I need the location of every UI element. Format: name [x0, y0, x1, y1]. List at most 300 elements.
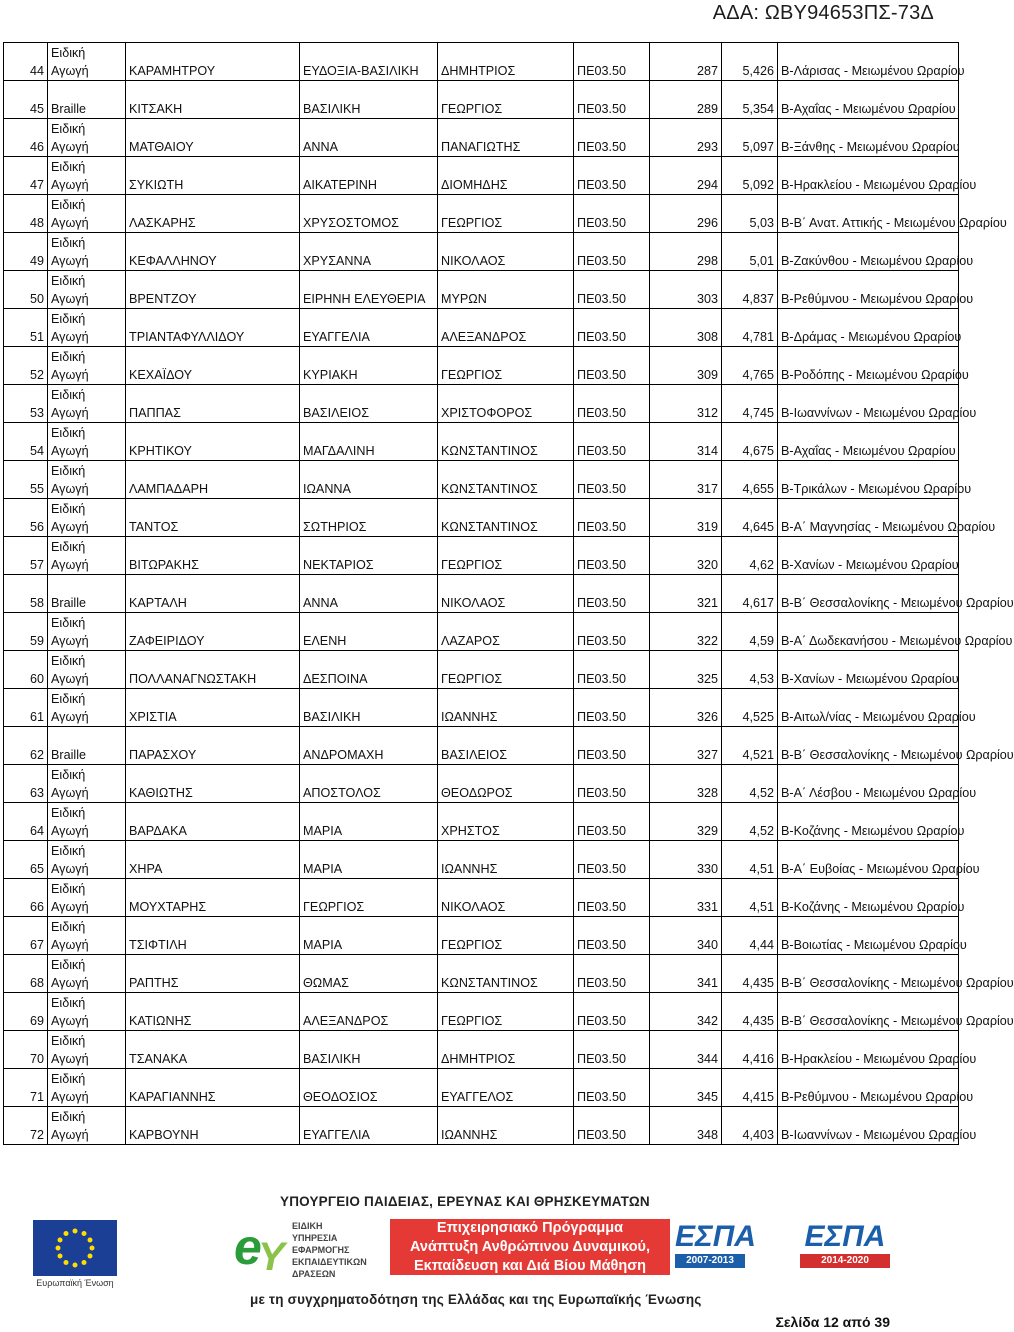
cell-surname: ΚΑΡΤΑΛΗ [126, 575, 300, 613]
cell-surname: ΜΑΤΘΑΙΟΥ [126, 119, 300, 157]
cell-name: ΘΕΟΔΟΣΙΟΣ [300, 1069, 438, 1107]
cell-rank: 341 [650, 955, 722, 993]
cell-father: ΓΕΩΡΓΙΟΣ [438, 917, 574, 955]
cell-branch: ΠΕ03.50 [574, 993, 650, 1031]
cell-score: 4,745 [722, 385, 778, 423]
cell-rank: 308 [650, 309, 722, 347]
table-row [4, 955, 959, 993]
cell-surname: ΖΑΦΕΙΡΙΔΟΥ [126, 613, 300, 651]
cell-father: ΙΩΑΝΝΗΣ [438, 841, 574, 879]
cell-score: 4,435 [722, 955, 778, 993]
cell-type: Ειδική Αγωγή [48, 955, 126, 993]
cell-father: ΠΑΝΑΓΙΩΤΗΣ [438, 119, 574, 157]
cell-district: Β-Β΄ Θεσσαλονίκης - Μειωμένου Ωραρίου [778, 993, 959, 1031]
cell-surname: ΜΟΥΧΤΑΡΗΣ [126, 879, 300, 917]
cell-district: Β-Β΄ Ανατ. Αττικής - Μειωμένου Ωραρίου [778, 195, 959, 233]
espa-2014-logo: ΕΣΠΑ 2014-2020 [800, 1220, 890, 1268]
cell-district: Β-Αιτωλ/νίας - Μειωμένου Ωραρίου [778, 689, 959, 727]
cell-surname: ΚΕΦΑΛΛΗΝΟΥ [126, 233, 300, 271]
cell-district: Β-Β΄ Θεσσαλονίκης - Μειωμένου Ωραρίου [778, 727, 959, 765]
table-row [4, 575, 959, 613]
cell-father: ΔΙΟΜΗΔΗΣ [438, 157, 574, 195]
cell-type: Braille [48, 575, 126, 613]
cell-name: ΝΕΚΤΑΡΙΟΣ [300, 537, 438, 575]
cell-district: Β-Ρεθύμνου - Μειωμένου Ωραρίου [778, 271, 959, 309]
cell-rank: 327 [650, 727, 722, 765]
cell-type: Ειδική Αγωγή [48, 43, 126, 81]
cell-no: 63 [4, 765, 48, 803]
cell-branch: ΠΕ03.50 [574, 879, 650, 917]
cell-type: Ειδική Αγωγή [48, 347, 126, 385]
cell-score: 4,521 [722, 727, 778, 765]
cell-branch: ΠΕ03.50 [574, 765, 650, 803]
cell-father: ΛΑΖΑΡΟΣ [438, 613, 574, 651]
footer [0, 1180, 960, 1332]
cell-score: 4,416 [722, 1031, 778, 1069]
table-row [4, 195, 959, 233]
table-row [4, 841, 959, 879]
program-banner: Επιχειρησιακό Πρόγραμμα Ανάπτυξη Ανθρώπινου Δυναμικού, Εκπαίδευση και Διά Βίου Μάθηση [390, 1219, 670, 1275]
cell-type: Ειδική Αγωγή [48, 613, 126, 651]
cell-name: ΑΛΕΞΑΝΔΡΟΣ [300, 993, 438, 1031]
cell-father: ΓΕΩΡΓΙΟΣ [438, 195, 574, 233]
cell-name: ΔΕΣΠΟΙΝΑ [300, 651, 438, 689]
cell-type: Ειδική Αγωγή [48, 309, 126, 347]
cell-district: Β-Ιωαννίνων - Μειωμένου Ωραρίου [778, 385, 959, 423]
cell-no: 56 [4, 499, 48, 537]
cell-score: 4,675 [722, 423, 778, 461]
cell-branch: ΠΕ03.50 [574, 575, 650, 613]
cell-district: Β-Χανίων - Μειωμένου Ωραρίου [778, 651, 959, 689]
ministry-title: ΥΠΟΥΡΓΕΙΟ ΠΑΙΔΕΙΑΣ, ΕΡΕΥΝΑΣ ΚΑΙ ΘΡΗΣΚΕΥΜΑΤΩΝ [280, 1194, 650, 1209]
cell-father: ΝΙΚΟΛΑΟΣ [438, 233, 574, 271]
cell-father: ΧΡΙΣΤΟΦΟΡΟΣ [438, 385, 574, 423]
cell-surname: ΚΙΤΣΑΚΗ [126, 81, 300, 119]
cell-father: ΝΙΚΟΛΑΟΣ [438, 575, 574, 613]
cell-branch: ΠΕ03.50 [574, 1107, 650, 1145]
cell-no: 45 [4, 81, 48, 119]
table-row [4, 879, 959, 917]
cell-no: 51 [4, 309, 48, 347]
cell-score: 4,403 [722, 1107, 778, 1145]
cell-district: Β-Δράμας - Μειωμένου Ωραρίου [778, 309, 959, 347]
cell-branch: ΠΕ03.50 [574, 271, 650, 309]
cell-score: 4,51 [722, 841, 778, 879]
cell-rank: 320 [650, 537, 722, 575]
cell-type: Braille [48, 81, 126, 119]
cell-surname: ΛΑΜΠΑΔΑΡΗ [126, 461, 300, 499]
cell-name: ΜΑΓΔΑΛΙΝΗ [300, 423, 438, 461]
cell-score: 4,435 [722, 993, 778, 1031]
cell-no: 54 [4, 423, 48, 461]
cell-type: Ειδική Αγωγή [48, 461, 126, 499]
cell-name: ΚΥΡΙΑΚΗ [300, 347, 438, 385]
cell-district: Β-Ρεθύμνου - Μειωμένου Ωραρίου [778, 1069, 959, 1107]
cell-type: Ειδική Αγωγή [48, 1107, 126, 1145]
cell-score: 5,354 [722, 81, 778, 119]
cell-father: ΙΩΑΝΝΗΣ [438, 689, 574, 727]
table-row [4, 613, 959, 651]
cell-surname: ΣΥΚΙΩΤΗ [126, 157, 300, 195]
cell-no: 60 [4, 651, 48, 689]
cell-score: 4,59 [722, 613, 778, 651]
cell-father: ΚΩΝΣΤΑΝΤΙΝΟΣ [438, 423, 574, 461]
cell-score: 4,44 [722, 917, 778, 955]
cell-no: 65 [4, 841, 48, 879]
cell-district: Β-Α΄ Λέσβου - Μειωμένου Ωραρίου [778, 765, 959, 803]
cell-surname: ΧΡΙΣΤΙΑ [126, 689, 300, 727]
cell-rank: 342 [650, 993, 722, 1031]
cell-type: Ειδική Αγωγή [48, 119, 126, 157]
table-row [4, 43, 959, 81]
cell-name: ΕΥΑΓΓΕΛΙΑ [300, 309, 438, 347]
cell-father: ΚΩΝΣΤΑΝΤΙΝΟΣ [438, 955, 574, 993]
cell-no: 59 [4, 613, 48, 651]
cell-branch: ΠΕ03.50 [574, 81, 650, 119]
cell-score: 5,092 [722, 157, 778, 195]
cell-branch: ΠΕ03.50 [574, 423, 650, 461]
table-row [4, 119, 959, 157]
table-row [4, 385, 959, 423]
cell-rank: 322 [650, 613, 722, 651]
cell-district: Β-Αχαΐας - Μειωμένου Ωραρίου [778, 423, 959, 461]
cell-rank: 287 [650, 43, 722, 81]
cell-district: Β-Α΄ Μαγνησίας - Μειωμένου Ωραρίου [778, 499, 959, 537]
cell-district: Β-Αχαΐας - Μειωμένου Ωραρίου [778, 81, 959, 119]
table-row [4, 1107, 959, 1145]
cell-district: Β-Ξάνθης - Μειωμένου Ωραρίου [778, 119, 959, 157]
cell-score: 5,01 [722, 233, 778, 271]
cell-score: 4,781 [722, 309, 778, 347]
cell-no: 58 [4, 575, 48, 613]
cell-no: 48 [4, 195, 48, 233]
cell-district: Β-Β΄ Θεσσαλονίκης - Μειωμένου Ωραρίου [778, 955, 959, 993]
cell-name: ΙΩΑΝΝΑ [300, 461, 438, 499]
cell-no: 64 [4, 803, 48, 841]
cell-rank: 328 [650, 765, 722, 803]
cell-branch: ΠΕ03.50 [574, 841, 650, 879]
cell-name: ΑΝΝΑ [300, 575, 438, 613]
cell-rank: 293 [650, 119, 722, 157]
cell-district: Β-Κοζάνης - Μειωμένου Ωραρίου [778, 803, 959, 841]
cell-father: ΓΕΩΡΓΙΟΣ [438, 81, 574, 119]
table-row [4, 537, 959, 575]
table-row [4, 651, 959, 689]
cell-no: 69 [4, 993, 48, 1031]
cell-no: 57 [4, 537, 48, 575]
table-row [4, 81, 959, 119]
cell-name: ΜΑΡΙΑ [300, 841, 438, 879]
cell-surname: ΤΡΙΑΝΤΑΦΥΛΛΙΔΟΥ [126, 309, 300, 347]
cell-surname: ΒΙΤΩΡΑΚΗΣ [126, 537, 300, 575]
cell-name: ΕΛΕΝΗ [300, 613, 438, 651]
cell-surname: ΤΑΝΤΟΣ [126, 499, 300, 537]
cell-surname: ΚΕΧΑΪΔΟΥ [126, 347, 300, 385]
cell-district: Β-Τρικάλων - Μειωμένου Ωραρίου [778, 461, 959, 499]
cell-district: Β-Ροδόπης - Μειωμένου Ωραρίου [778, 347, 959, 385]
cell-no: 61 [4, 689, 48, 727]
cell-score: 4,415 [722, 1069, 778, 1107]
cell-name: ΕΙΡΗΝΗ ΕΛΕΥΘΕΡΙΑ [300, 271, 438, 309]
cell-branch: ΠΕ03.50 [574, 803, 650, 841]
cell-father: ΒΑΣΙΛΕΙΟΣ [438, 727, 574, 765]
cell-branch: ΠΕ03.50 [574, 651, 650, 689]
cell-type: Ειδική Αγωγή [48, 271, 126, 309]
page-number: Σελίδα 12 από 39 [775, 1314, 890, 1330]
cell-rank: 344 [650, 1031, 722, 1069]
cell-no: 52 [4, 347, 48, 385]
cell-surname: ΒΡΕΝΤΖΟΥ [126, 271, 300, 309]
cell-rank: 296 [650, 195, 722, 233]
cell-surname: ΚΑΡΑΜΗΤΡΟΥ [126, 43, 300, 81]
cell-district: Β-Ζακύνθου - Μειωμένου Ωραρίου [778, 233, 959, 271]
cell-name: ΕΥΑΓΓΕΛΙΑ [300, 1107, 438, 1145]
cell-branch: ΠΕ03.50 [574, 119, 650, 157]
cell-type: Ειδική Αγωγή [48, 195, 126, 233]
cofund-text: με τη συγχρηματοδότηση της Ελλάδας και της Ευρωπαϊκής Ένωσης [250, 1292, 702, 1307]
cell-no: 70 [4, 1031, 48, 1069]
cell-rank: 345 [650, 1069, 722, 1107]
cell-score: 4,617 [722, 575, 778, 613]
cell-rank: 340 [650, 917, 722, 955]
cell-rank: 319 [650, 499, 722, 537]
cell-type: Ειδική Αγωγή [48, 499, 126, 537]
cell-type: Ειδική Αγωγή [48, 803, 126, 841]
cell-no: 68 [4, 955, 48, 993]
table-row [4, 423, 959, 461]
ada-header: ΑΔΑ: ΩΒΥ94653ΠΣ-73Δ [712, 2, 934, 24]
cell-rank: 331 [650, 879, 722, 917]
cell-rank: 348 [650, 1107, 722, 1145]
cell-father: ΕΥΑΓΓΕΛΟΣ [438, 1069, 574, 1107]
cell-branch: ΠΕ03.50 [574, 1031, 650, 1069]
cell-district: Β-Ηρακλείου - Μειωμένου Ωραρίου [778, 157, 959, 195]
cell-surname: ΤΣΙΦΤΙΛΗ [126, 917, 300, 955]
cell-surname: ΠΟΛΛΑΝΑΓΝΩΣΤΑΚΗ [126, 651, 300, 689]
cell-surname: ΠΑΡΑΣΧΟΥ [126, 727, 300, 765]
espa-2007-logo: ΕΣΠΑ 2007-2013 [675, 1220, 756, 1266]
results-table [3, 42, 1014, 1145]
table-row [4, 157, 959, 195]
table-row [4, 271, 959, 309]
cell-no: 71 [4, 1069, 48, 1107]
cell-rank: 325 [650, 651, 722, 689]
cell-name: ΧΡΥΣΟΣΤΟΜΟΣ [300, 195, 438, 233]
cell-father: ΔΗΜΗΤΡΙΟΣ [438, 1031, 574, 1069]
cell-no: 72 [4, 1107, 48, 1145]
cell-surname: ΒΑΡΔΑΚΑ [126, 803, 300, 841]
cell-surname: ΛΑΣΚΑΡΗΣ [126, 195, 300, 233]
cell-father: ΜΥΡΩΝ [438, 271, 574, 309]
cell-name: ΒΑΣΙΛΕΙΟΣ [300, 385, 438, 423]
cell-no: 62 [4, 727, 48, 765]
cell-surname: ΚΡΗΤΙΚΟΥ [126, 423, 300, 461]
cell-father: ΓΕΩΡΓΙΟΣ [438, 993, 574, 1031]
cell-no: 50 [4, 271, 48, 309]
cell-type: Ειδική Αγωγή [48, 537, 126, 575]
cell-district: Β-Α΄ Δωδεκανήσου - Μειωμένου Ωραρίου [778, 613, 959, 651]
cell-type: Ειδική Αγωγή [48, 157, 126, 195]
cell-father: ΓΕΩΡΓΙΟΣ [438, 347, 574, 385]
cell-rank: 329 [650, 803, 722, 841]
cell-father: ΙΩΑΝΝΗΣ [438, 1107, 574, 1145]
cell-rank: 298 [650, 233, 722, 271]
cell-father: ΓΕΩΡΓΙΟΣ [438, 651, 574, 689]
cell-branch: ΠΕ03.50 [574, 537, 650, 575]
cell-no: 53 [4, 385, 48, 423]
table-row [4, 233, 959, 271]
table-row [4, 1069, 959, 1107]
cell-father: ΘΕΟΔΩΡΟΣ [438, 765, 574, 803]
cell-type: Ειδική Αγωγή [48, 651, 126, 689]
cell-name: ΑΝΔΡΟΜΑΧΗ [300, 727, 438, 765]
cell-branch: ΠΕ03.50 [574, 309, 650, 347]
cell-district: Β-Χανίων - Μειωμένου Ωραρίου [778, 537, 959, 575]
table-row [4, 727, 959, 765]
cell-district: Β-Ιωαννίνων - Μειωμένου Ωραρίου [778, 1107, 959, 1145]
cell-district: Β-Λάρισας - Μειωμένου Ωραρίου [778, 43, 959, 81]
cell-name: ΜΑΡΙΑ [300, 803, 438, 841]
cell-name: ΒΑΣΙΛΙΚΗ [300, 81, 438, 119]
cell-district: Β-Κοζάνης - Μειωμένου Ωραρίου [778, 879, 959, 917]
cell-score: 4,655 [722, 461, 778, 499]
cell-father: ΔΗΜΗΤΡΙΟΣ [438, 43, 574, 81]
cell-no: 46 [4, 119, 48, 157]
svg-text:e: e [234, 1219, 262, 1275]
cell-surname: ΚΑΡΒΟΥΝΗ [126, 1107, 300, 1145]
cell-surname: ΚΑΡΑΓΙΑΝΝΗΣ [126, 1069, 300, 1107]
cell-father: ΑΛΕΞΑΝΔΡΟΣ [438, 309, 574, 347]
cell-type: Ειδική Αγωγή [48, 1069, 126, 1107]
cell-name: ΑΝΝΑ [300, 119, 438, 157]
cell-branch: ΠΕ03.50 [574, 157, 650, 195]
cell-branch: ΠΕ03.50 [574, 347, 650, 385]
cell-district: Β-Ηρακλείου - Μειωμένου Ωραρίου [778, 1031, 959, 1069]
cell-branch: ΠΕ03.50 [574, 955, 650, 993]
cell-no: 66 [4, 879, 48, 917]
cell-name: ΣΩΤΗΡΙΟΣ [300, 499, 438, 537]
cell-branch: ΠΕ03.50 [574, 233, 650, 271]
cell-type: Ειδική Αγωγή [48, 765, 126, 803]
table-row [4, 461, 959, 499]
cell-type: Ειδική Αγωγή [48, 841, 126, 879]
cell-no: 49 [4, 233, 48, 271]
cell-type: Ειδική Αγωγή [48, 917, 126, 955]
cell-rank: 330 [650, 841, 722, 879]
cell-branch: ΠΕ03.50 [574, 43, 650, 81]
eu-logo [20, 1220, 130, 1288]
cell-district: Β-Α΄ Ευβοίας - Μειωμένου Ωραρίου [778, 841, 959, 879]
cell-type: Braille [48, 727, 126, 765]
cell-surname: ΧΗΡΑ [126, 841, 300, 879]
cell-no: 55 [4, 461, 48, 499]
cell-branch: ΠΕ03.50 [574, 1069, 650, 1107]
cell-name: ΒΑΣΙΛΙΚΗ [300, 689, 438, 727]
cell-no: 67 [4, 917, 48, 955]
cell-surname: ΠΑΠΠΑΣ [126, 385, 300, 423]
cell-branch: ΠΕ03.50 [574, 385, 650, 423]
cell-score: 4,525 [722, 689, 778, 727]
cell-name: ΑΙΚΑΤΕΡΙΝΗ [300, 157, 438, 195]
cell-surname: ΡΑΠΤΗΣ [126, 955, 300, 993]
cell-father: ΓΕΩΡΓΙΟΣ [438, 537, 574, 575]
cell-rank: 326 [650, 689, 722, 727]
eu-flag-icon [33, 1220, 117, 1276]
cell-rank: 289 [650, 81, 722, 119]
cell-branch: ΠΕ03.50 [574, 613, 650, 651]
cell-type: Ειδική Αγωγή [48, 879, 126, 917]
cell-score: 4,62 [722, 537, 778, 575]
cell-name: ΑΠΟΣΤΟΛΟΣ [300, 765, 438, 803]
cell-score: 4,52 [722, 765, 778, 803]
table-row [4, 499, 959, 537]
table-row [4, 993, 959, 1031]
cell-surname: ΤΣΑΝΑΚΑ [126, 1031, 300, 1069]
table-row [4, 803, 959, 841]
cell-score: 4,645 [722, 499, 778, 537]
cell-father: ΝΙΚΟΛΑΟΣ [438, 879, 574, 917]
cell-surname: ΚΑΤΙΩΝΗΣ [126, 993, 300, 1031]
cell-no: 47 [4, 157, 48, 195]
cell-type: Ειδική Αγωγή [48, 423, 126, 461]
cell-name: ΜΑΡΙΑ [300, 917, 438, 955]
cell-branch: ΠΕ03.50 [574, 499, 650, 537]
cell-score: 4,53 [722, 651, 778, 689]
svg-text:Y: Y [258, 1235, 285, 1279]
cell-type: Ειδική Αγωγή [48, 385, 126, 423]
cell-type: Ειδική Αγωγή [48, 233, 126, 271]
cell-father: ΚΩΝΣΤΑΝΤΙΝΟΣ [438, 461, 574, 499]
cell-type: Ειδική Αγωγή [48, 993, 126, 1031]
cell-surname: ΚΑΘΙΩΤΗΣ [126, 765, 300, 803]
cell-score: 5,097 [722, 119, 778, 157]
eu-caption: Ευρωπαϊκή Ένωση [36, 1278, 114, 1288]
cell-score: 4,51 [722, 879, 778, 917]
table-row [4, 917, 959, 955]
cell-name: ΧΡΥΣΑΝΝΑ [300, 233, 438, 271]
cell-rank: 312 [650, 385, 722, 423]
cell-father: ΚΩΝΣΤΑΝΤΙΝΟΣ [438, 499, 574, 537]
table-row [4, 765, 959, 803]
cell-name: ΘΩΜΑΣ [300, 955, 438, 993]
table-row [4, 347, 959, 385]
cell-rank: 314 [650, 423, 722, 461]
table-row [4, 1031, 959, 1069]
cell-score: 5,03 [722, 195, 778, 233]
cell-branch: ΠΕ03.50 [574, 461, 650, 499]
cell-branch: ΠΕ03.50 [574, 917, 650, 955]
cell-score: 5,426 [722, 43, 778, 81]
cell-type: Ειδική Αγωγή [48, 689, 126, 727]
cell-no: 44 [4, 43, 48, 81]
ey-text: ΕΙΔΙΚΗ ΥΠΗΡΕΣΙΑ ΕΦΑΡΜΟΓΗΣ ΕΚΠΑΙΔΕΥΤΙΚΩΝ ΔΡΑΣΕΩΝ [292, 1221, 367, 1279]
cell-name: ΓΕΩΡΓΙΟΣ [300, 879, 438, 917]
cell-rank: 294 [650, 157, 722, 195]
cell-rank: 309 [650, 347, 722, 385]
cell-district: Β-Βοιωτίας - Μειωμένου Ωραρίου [778, 917, 959, 955]
cell-branch: ΠΕ03.50 [574, 195, 650, 233]
cell-name: ΕΥΔΟΞΙΑ-ΒΑΣΙΛΙΚΗ [300, 43, 438, 81]
cell-rank: 303 [650, 271, 722, 309]
cell-score: 4,52 [722, 803, 778, 841]
cell-branch: ΠΕ03.50 [574, 689, 650, 727]
cell-score: 4,837 [722, 271, 778, 309]
eye-logo-icon [232, 1216, 292, 1278]
cell-rank: 317 [650, 461, 722, 499]
cell-rank: 321 [650, 575, 722, 613]
cell-father: ΧΡΗΣΤΟΣ [438, 803, 574, 841]
cell-score: 4,765 [722, 347, 778, 385]
